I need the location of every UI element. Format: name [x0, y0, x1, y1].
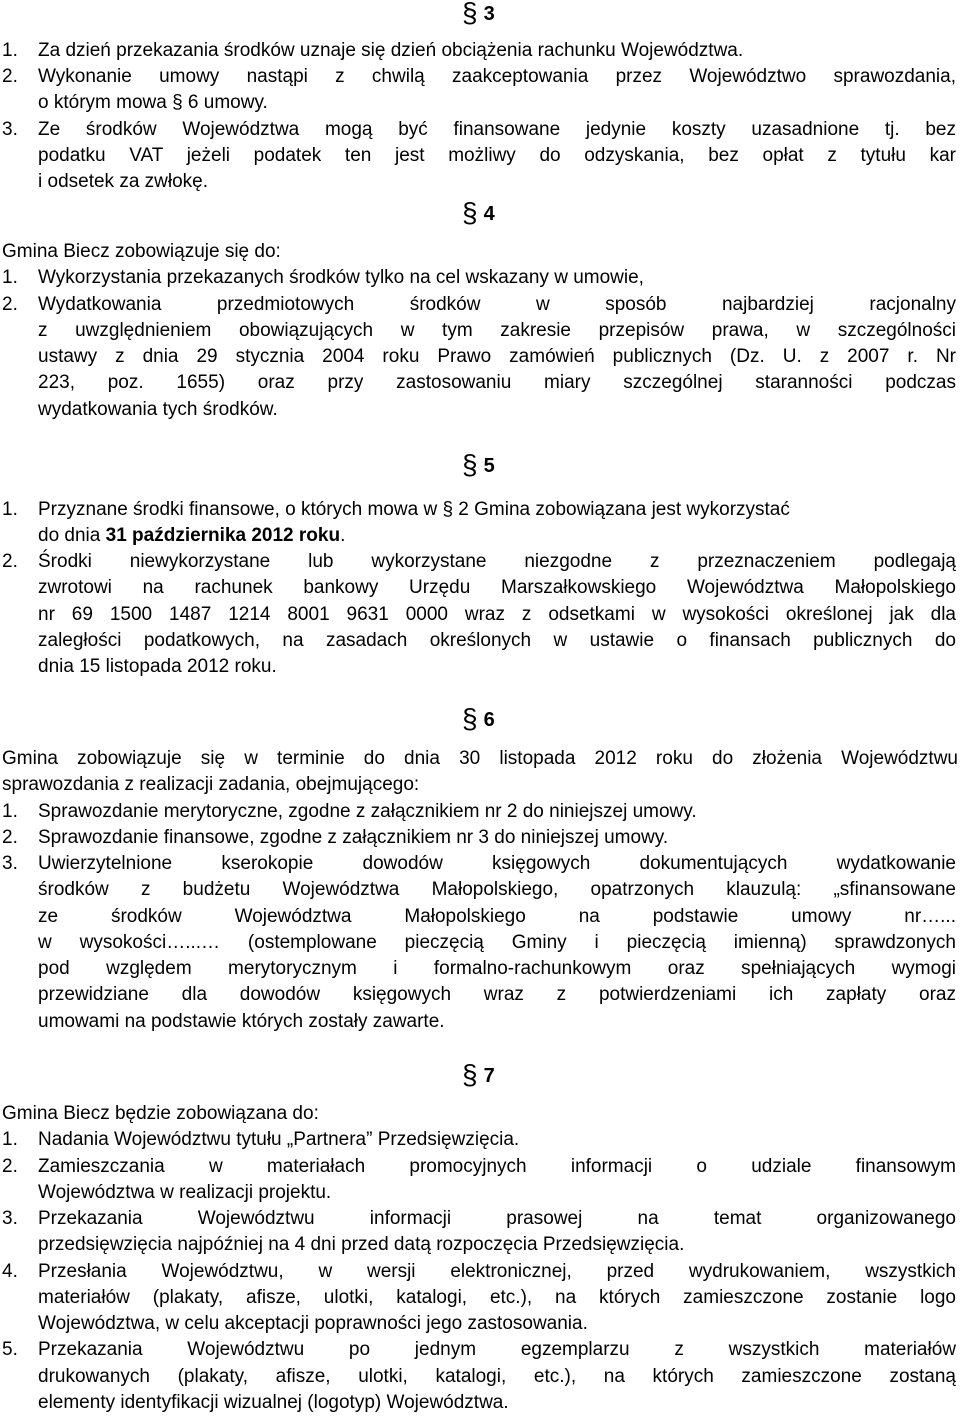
paragraph-text: Uwierzytelnione kserokopie dowodów księgowych dokumentujących wydatkowanie — [38, 853, 956, 874]
paragraph-text: ustawy z dnia 29 stycznia 2004 roku Prawo zamówień publicznych (Dz. U. z 2007 r. Nr — [38, 346, 956, 367]
paragraph-text: ze środków Województwa Małopolskiego na podstawie umowy nr…... — [38, 906, 956, 927]
list-number: 2. — [2, 1156, 18, 1177]
section-heading-3 — [462, 0, 495, 27]
paragraph-text: nr 69 1500 1487 1214 8001 9631 0000 wraz z odsetkami w wysokości określonej jak dla — [38, 604, 956, 625]
section-symbol: § — [462, 449, 478, 480]
paragraph-text: podatku VAT jeżeli podatek ten jest możliwy do odzyskania, bez opłat z tytułu kar — [38, 145, 956, 166]
paragraph-text: Gmina Biecz będzie zobowiązana do: — [2, 1103, 319, 1124]
paragraph-text: materiałów (plakaty, afisze, ulotki, katalogi, etc.), na których zamieszczone zostanie logo — [38, 1287, 956, 1308]
section-heading-5 — [462, 449, 495, 480]
paragraph-text: Środki niewykorzystane lub wykorzystane niezgodne z przeznaczeniem podlegają — [38, 551, 956, 572]
list-number: 1. — [2, 499, 18, 520]
paragraph-text: w wysokości…...… (ostemplowane pieczęcią Gminy i pieczęcią imienną) sprawdzonych — [38, 932, 956, 953]
text-segment: . — [340, 525, 346, 546]
paragraph-text: i odsetek za zwłokę. — [38, 171, 209, 192]
list-number: 2. — [2, 827, 18, 848]
list-number: 2. — [2, 551, 18, 572]
list-number: 2. — [2, 294, 18, 315]
paragraph-text: Przekazania Województwu po jednym egzemplarzu z wszystkich materiałów — [38, 1339, 956, 1360]
paragraph-text: zwrotowi na rachunek bankowy Urzędu Marszałkowskiego Województwa Małopolskiego — [38, 577, 956, 598]
paragraph-text: pod względem merytorycznym i formalno-rachunkowym oraz spełniających wymogi — [38, 958, 956, 979]
list-number: 2. — [2, 66, 18, 87]
paragraph-text: Przyznane środki finansowe, o których mowa w § 2 Gmina zobowiązana jest wykorzystać — [38, 499, 790, 520]
paragraph-text: Województwa, w celu akceptacji poprawności jego zastosowania. — [38, 1313, 588, 1334]
paragraph-text: o którym mowa § 6 umowy. — [38, 92, 268, 113]
paragraph-text: Sprawozdanie finansowe, zgodne z załącznikiem nr 3 do niniejszej umowy. — [38, 827, 669, 848]
paragraph-text: dnia 15 listopada 2012 roku. — [38, 656, 277, 677]
paragraph-text: z uwzględnieniem obowiązujących w tym zakresie przepisów prawa, w szczególności — [38, 320, 956, 341]
paragraph-text: Nadania Województwu tytułu „Partnera” Przedsięwzięcia. — [38, 1129, 520, 1150]
paragraph-text: Za dzień przekazania środków uznaje się dzień obciążenia rachunku Województwa. — [38, 40, 744, 61]
paragraph-text: Przesłania Województwu, w wersji elektronicznej, przed wydrukowaniem, wszystkich — [38, 1261, 956, 1282]
section-number: 6 — [483, 709, 495, 731]
deadline-date: 31 października 2012 roku — [105, 525, 341, 546]
section-symbol: § — [462, 703, 478, 734]
section-symbol: § — [462, 0, 478, 28]
paragraph-text: Gmina zobowiązuje się w terminie do dnia 30 listopada 2012 roku do złożenia Województwu — [2, 748, 958, 769]
section-symbol: § — [462, 1059, 478, 1090]
paragraph-text: Ze środków Województwa mogą być finansowane jedynie koszty uzasadnione tj. bez — [38, 119, 956, 140]
paragraph-text: Sprawozdanie merytoryczne, zgodne z załącznikiem nr 2 do niniejszej umowy. — [38, 801, 697, 822]
list-number: 1. — [2, 801, 18, 822]
list-number: 3. — [2, 853, 18, 874]
paragraph-text: Przekazania Województwu informacji prasowej na temat organizowanego — [38, 1208, 956, 1229]
paragraph-text: Wykonanie umowy nastąpi z chwilą zaakceptowania przez Województwo sprawozdania, — [38, 66, 956, 87]
list-number: 3. — [2, 1208, 18, 1229]
section-number: 5 — [483, 455, 495, 477]
text-segment: do dnia — [38, 525, 106, 546]
paragraph-text: Gmina Biecz zobowiązuje się do: — [2, 241, 281, 262]
paragraph-text: 223, poz. 1655) oraz przy zastosowaniu miary szczególnej staranności podczas — [38, 372, 956, 393]
list-number: 1. — [2, 1129, 18, 1150]
paragraph-text: umowami na podstawie których zostały zawarte. — [38, 1011, 445, 1032]
paragraph-text: Wykorzystania przekazanych środków tylko na cel wskazany w umowie, — [38, 267, 644, 288]
section-number: 3 — [483, 3, 495, 25]
paragraph-text: zaległości podatkowych, na zasadach określonych w ustawie o finansach publicznych do — [38, 630, 956, 651]
paragraph-text: sprawozdania z realizacji zadania, obejmującego: — [2, 774, 420, 795]
list-number: 4. — [2, 1261, 18, 1282]
list-number: 1. — [2, 267, 18, 288]
paragraph-text: środków z budżetu Województwa Małopolskiego, opatrzonych klauzulą: „sfinansowane — [38, 879, 956, 900]
paragraph-text: wydatkowania tych środków. — [38, 399, 278, 420]
paragraph-text: przewidziane dla dowodów księgowych wraz z potwierdzeniami ich zapłaty oraz — [38, 984, 956, 1005]
section-number: 7 — [483, 1065, 495, 1087]
paragraph-text: drukowanych (plakaty, afisze, ulotki, katalogi, etc.), na których zamieszczone zostaną — [38, 1366, 956, 1387]
section-number: 4 — [483, 203, 495, 225]
list-number: 5. — [2, 1339, 18, 1360]
list-number: 3. — [2, 119, 18, 140]
paragraph-text: elementy identyfikacji wizualnej (logotyp) Województwa. — [38, 1392, 509, 1413]
paragraph-text — [38, 523, 956, 549]
list-number: 1. — [2, 40, 18, 61]
section-heading-7 — [462, 1059, 495, 1090]
paragraph-text: przedsięwzięcia najpóźniej na 4 dni przed datą rozpoczęcia Przedsięwzięcia. — [38, 1234, 685, 1255]
paragraph-text: Wydatkowania przedmiotowych środków w sposób najbardziej racjonalny — [38, 294, 956, 315]
paragraph-text: Województwa w realizacji projektu. — [38, 1182, 332, 1203]
section-heading-6 — [462, 703, 495, 734]
paragraph-text: Zamieszczania w materiałach promocyjnych informacji o udziale finansowym — [38, 1156, 956, 1177]
section-heading-4 — [462, 197, 495, 228]
section-symbol: § — [462, 197, 478, 228]
